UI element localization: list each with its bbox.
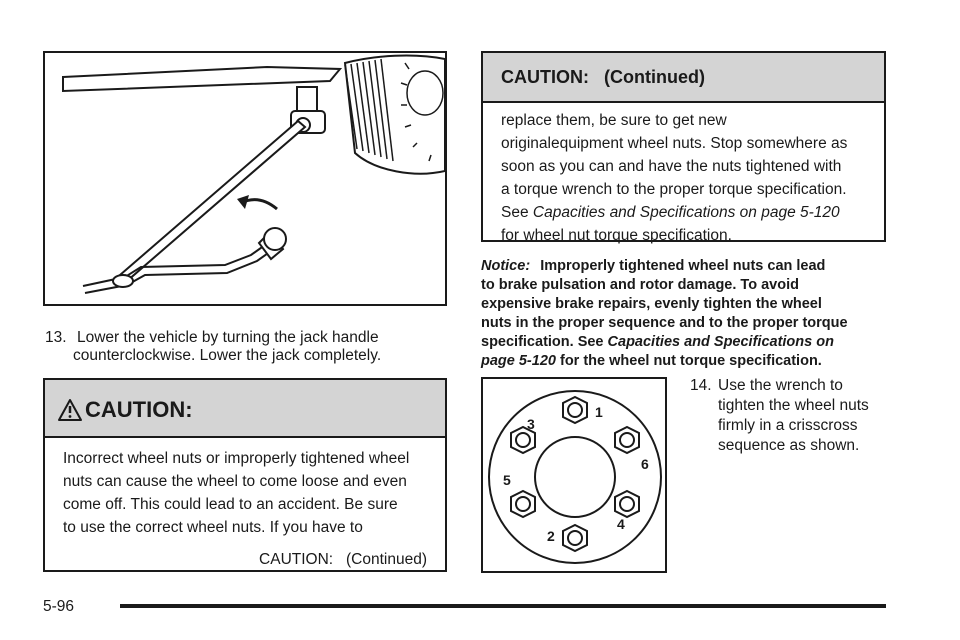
caution-continued-box <box>481 51 886 242</box>
caution-continued-title: CAUTION: (Continued) <box>501 67 705 87</box>
jack-handle-illustration <box>43 51 447 306</box>
notice-line-6 <box>481 352 891 371</box>
notice-reference: page 5-120 <box>481 353 556 369</box>
caution-continued-header <box>483 53 884 103</box>
see-reference: Capacities and Specifications on page 5-120 <box>532 204 840 221</box>
see-prefix: See <box>501 204 533 221</box>
step-text-line2: counterclockwise. Lower the jack completely. <box>73 347 382 364</box>
caution-title: CAUTION: <box>85 397 193 422</box>
lug-nut-5 <box>511 491 535 517</box>
notice-label: Notice: <box>481 258 531 274</box>
caution-body <box>45 438 445 571</box>
notice-line-1 <box>481 257 891 276</box>
caution-line: for wheel nut torque specification. <box>501 227 732 244</box>
notice-text: Improperly tightened wheel nuts can lead <box>540 258 826 274</box>
caution-line: soon as you can and have the nuts tightened with <box>501 158 842 175</box>
notice-line-3: expensive brake repairs, evenly tighten the wheel <box>481 296 822 312</box>
step-text-line1: Lower the vehicle by turning the jack handle <box>77 329 379 346</box>
lug-nut-4 <box>615 491 639 517</box>
caution-continued-body <box>483 103 884 247</box>
caution-line: originalequipment wheel nuts. Stop somewhere as <box>501 135 848 152</box>
caution-line: replace them, be sure to get new <box>501 112 727 129</box>
sequence-label-6: 6 <box>641 456 649 472</box>
step-text-line1: Use the wrench to <box>718 377 843 394</box>
step-text-line3: firmly in a crisscross <box>718 417 858 434</box>
notice-line-4: nuts in the proper sequence and to the proper torque <box>481 315 848 331</box>
notice-paragraph <box>481 257 891 371</box>
jack-handle-drawing <box>45 53 445 304</box>
sequence-label-4: 4 <box>617 516 625 532</box>
wheel-nut-sequence-diagram <box>481 377 667 573</box>
lug-nut-2 <box>563 525 587 551</box>
sequence-label-3: 3 <box>527 416 535 432</box>
step-number: 13. <box>45 329 67 346</box>
sequence-label-2: 2 <box>547 528 555 544</box>
warning-triangle-icon <box>57 398 83 422</box>
lug-nut-6 <box>615 427 639 453</box>
step-text-line2: tighten the wheel nuts <box>718 397 869 414</box>
notice-text: for the wheel nut torque specification. <box>555 353 822 369</box>
caution-continued-label: CAUTION: (Continued) <box>259 551 427 568</box>
step-14 <box>690 376 890 466</box>
notice-line-5 <box>481 333 891 352</box>
sequence-label-1: 1 <box>595 404 603 420</box>
caution-line: Incorrect wheel nuts or improperly tightened wheel <box>63 450 410 467</box>
step-number: 14. <box>690 377 712 394</box>
step-13 <box>45 328 445 368</box>
step-text-line4: sequence as shown. <box>718 437 860 454</box>
sequence-label-5: 5 <box>503 472 511 488</box>
caution-see-line <box>501 201 884 224</box>
notice-line-2: to brake pulsation and rotor damage. To avoid <box>481 277 799 293</box>
caution-line: a torque wrench to the proper torque specification. <box>501 181 847 198</box>
caution-line: come off. This could lead to an accident. Be sure <box>63 496 398 513</box>
notice-reference: Capacities and Specifications on <box>607 334 834 350</box>
caution-box <box>43 378 447 572</box>
caution-line: nuts can cause the wheel to come loose and even <box>63 473 407 490</box>
wheel-diagram-drawing <box>483 379 665 571</box>
caution-line: to use the correct wheel nuts. If you have to <box>63 519 363 536</box>
notice-text: specification. See <box>481 334 608 350</box>
page-number: 5-96 <box>43 598 75 615</box>
caution-header <box>45 380 445 438</box>
lug-nut-1 <box>563 397 587 423</box>
footer-rule <box>120 604 886 608</box>
